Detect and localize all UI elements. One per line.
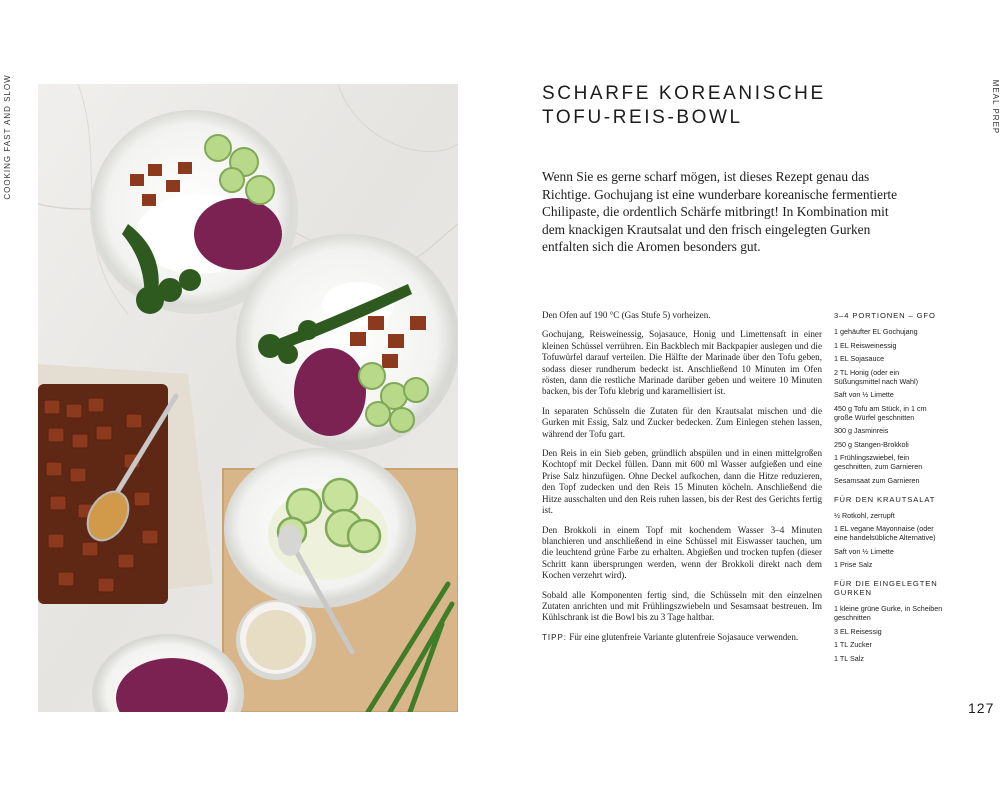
recipe-title-line-2: TOFU-REIS-BOWL bbox=[542, 107, 743, 128]
tip-text: Für eine glutenfreie Variante glutenfreie Sojasauce verwenden. bbox=[569, 631, 799, 642]
ingredient-item: Saft von ½ Limette bbox=[834, 546, 894, 556]
recipe-method bbox=[542, 310, 822, 651]
servings-header: 3–4 PORTIONEN – GFO bbox=[834, 311, 936, 320]
ingredient-item: Sesamsaat zum Garnieren bbox=[834, 475, 920, 485]
ingredients-sidebar bbox=[834, 311, 946, 667]
ingredient-item: 1 Prise Salz bbox=[834, 560, 873, 569]
recipe-title bbox=[542, 82, 902, 130]
running-header-left: COOKING FAST AND SLOW bbox=[3, 74, 12, 200]
method-step-1: Den Ofen auf 190 °C (Gas Stufe 5) vorheizen. bbox=[542, 310, 711, 320]
method-step-4: Den Reis in ein Sieb geben, gründlich abspülen und in einen mittelgroßen Kochtopf mit Deckel füllen. Dann mit 600 ml Wasser aufgießen und eine Prise Salz hinzufügen. Ohne Deckel aufkochen, dann die Hitze reduzieren, den Topf zudecken und den Reis 15 Minuten köcheln. Anschließend die Hitze ausschalten und den Reis ruhen lassen, bis der Rest des Gerichts fertig ist. bbox=[542, 448, 822, 516]
krautsalat-list bbox=[834, 511, 946, 570]
ingredient-item: 450 g Tofu am Stück, in 1 cm große Würfel geschnitten bbox=[834, 403, 927, 422]
ingredients-main-list bbox=[834, 327, 946, 485]
ingredient-item: ½ Rotkohl, zerrupft bbox=[834, 510, 895, 520]
method-step-5: Den Brokkoli in einem Topf mit kochendem Wasser 3–4 Minuten blanchieren und anschließend in eine Schüssel mit Eiswasser tauchen, um die leuchtend grüne Farbe zu erhalten. Abgießen und trocken tupfen (dieser Schritt kann übersprungen werden, wenn der Brokkoli direkt nach dem Kochen verzehrt wird). bbox=[542, 524, 822, 581]
ingredient-item: 3 EL Reisessig bbox=[834, 626, 882, 636]
method-step-6: Sobald alle Komponenten fertig sind, die Schüsseln mit den einzelnen Zutaten anrichten und mit Frühlingszwiebeln und Sesamsaat bestreuen. Im Kühlschrank ist die Bowl bis zu 3 Tage haltbar. bbox=[542, 589, 822, 623]
method-step-2: Gochujang, Reisweinessig, Sojasauce, Honig und Limettensaft in einer kleinen Schüssel verrühren. Ein Backblech mit Backpapier auslegen und die Tofuwürfel darauf verteilen. Die Hälfte der Marinade über den Tofu geben, sodass dieser rundherum bedeckt ist. Anschließend 10 Minuten im Ofen rösten, dann die restliche Marinade darüber geben und weitere 10 Minuten backen, bis der Tofu klebrig und karamellisiert ist. bbox=[542, 329, 822, 397]
recipe-tip bbox=[542, 632, 822, 643]
ingredient-item: 1 gehäufter EL Gochujang bbox=[834, 327, 918, 336]
recipe-title-line-1: SCHARFE KOREANISCHE bbox=[542, 83, 826, 104]
ingredient-item: 2 TL Honig (oder ein Süßungsmittel nach Wahl) bbox=[834, 367, 919, 386]
ingredient-item: 1 EL Sojasauce bbox=[834, 354, 885, 363]
page-number: 127 bbox=[968, 700, 995, 716]
ingredient-item: 1 TL Zucker bbox=[834, 640, 872, 649]
ingredient-item: 300 g Jasminreis bbox=[834, 426, 889, 435]
krautsalat-header: FÜR DEN KRAUTSALAT bbox=[834, 494, 936, 504]
tip-label: TIPP: bbox=[542, 632, 568, 642]
food-photo-illustration bbox=[38, 84, 458, 712]
recipe-intro: Wenn Sie es gerne scharf mögen, ist dieses Rezept genau das Richtige. Gochujang ist eine wunderbare koreanische fermentierte Chilipaste, die ordentlich Schärfe mitbringt! In Kombination mit dem knackigen Krautsalat und den frisch eingelegten Gurken entfalten sich die Aromen besonders gut. bbox=[542, 169, 898, 255]
ingredient-item: 1 Frühlingszwiebel, fein geschnitten, zum Garnieren bbox=[834, 453, 923, 471]
gurken-list bbox=[834, 604, 946, 663]
ingredient-item: 1 kleine grüne Gurke, in Scheiben geschnitten bbox=[834, 604, 943, 622]
method-step-3: In separaten Schüsseln die Zutaten für den Krautsalat mischen und die Gurken mit Essig, Salz und Zucker bedecken. Zum Einlegen stehen lassen, während der Tofu gart. bbox=[542, 405, 822, 439]
ingredient-item: Saft von ½ Limette bbox=[834, 390, 894, 399]
ingredient-item: 1 TL Salz bbox=[834, 653, 864, 663]
ingredient-item: 1 EL Reisweinessig bbox=[834, 340, 897, 350]
ingredient-item: 250 g Stangen-Brokkoli bbox=[834, 439, 909, 449]
gurken-header: FÜR DIE EINGELEGTEN GURKEN bbox=[834, 579, 938, 597]
running-header-right: MEAL PREP bbox=[991, 79, 1000, 135]
ingredient-item: 1 EL vegane Mayonnaise (oder eine handelsübliche Alternative) bbox=[834, 524, 936, 542]
food-photo bbox=[38, 84, 458, 712]
